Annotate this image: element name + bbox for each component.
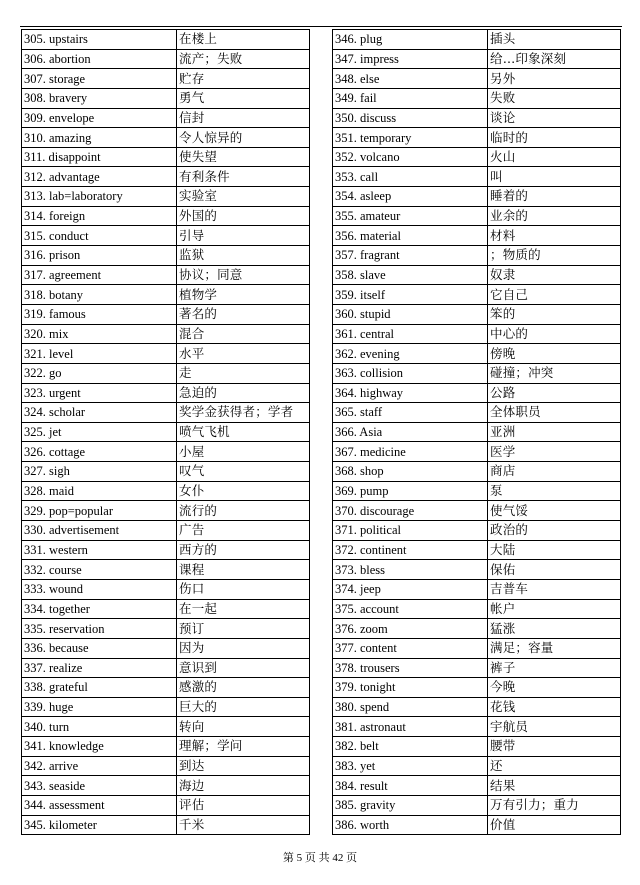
word-cell: 321. level [22,344,177,364]
word-cell: 368. shop [333,462,488,482]
table-row [22,187,310,207]
word-cell: 345. kilometer [22,815,177,835]
table-row [333,187,621,207]
table-row [333,344,621,364]
table-row [22,619,310,639]
meaning-cell: 帐户 [488,599,621,619]
meaning-cell: 今晚 [488,678,621,698]
meaning-cell: 意识到 [177,658,310,678]
word-cell: 317. agreement [22,265,177,285]
meaning-cell: 公路 [488,383,621,403]
word-cell: 305. upstairs [22,30,177,50]
table-row [22,599,310,619]
word-cell: 355. amateur [333,206,488,226]
word-cell: 334. together [22,599,177,619]
table-row [333,697,621,717]
table-row [333,462,621,482]
meaning-cell: 著名的 [177,304,310,324]
word-cell: 347. impress [333,49,488,69]
table-row [333,560,621,580]
table-row [22,324,310,344]
meaning-cell: 失败 [488,88,621,108]
vocab-table-left [21,29,310,835]
word-cell: 339. huge [22,697,177,717]
word-cell: 352. volcano [333,147,488,167]
word-cell: 322. go [22,363,177,383]
word-cell: 381. astronaut [333,717,488,737]
word-cell: 328. maid [22,481,177,501]
table-row [333,521,621,541]
word-cell: 326. cottage [22,442,177,462]
table-row [333,638,621,658]
word-cell: 327. sigh [22,462,177,482]
meaning-cell: 医学 [488,442,621,462]
table-row [22,147,310,167]
meaning-cell: 业余的 [488,206,621,226]
meaning-cell: 小屋 [177,442,310,462]
meaning-cell: 谈论 [488,108,621,128]
meaning-cell: 插头 [488,30,621,50]
meaning-cell: 中心的 [488,324,621,344]
meaning-cell: 猛涨 [488,619,621,639]
word-cell: 312. advantage [22,167,177,187]
word-cell: 309. envelope [22,108,177,128]
table-row [333,167,621,187]
table-row [333,422,621,442]
word-cell: 353. call [333,167,488,187]
word-cell: 342. arrive [22,756,177,776]
meaning-cell: 伤口 [177,579,310,599]
table-row [22,795,310,815]
word-cell: 320. mix [22,324,177,344]
meaning-cell: 实验室 [177,187,310,207]
word-cell: 369. pump [333,481,488,501]
meaning-cell: 外国的 [177,206,310,226]
meaning-cell: 海边 [177,776,310,796]
word-cell: 307. storage [22,69,177,89]
top-rule [20,26,622,27]
table-row [22,88,310,108]
word-cell: 378. trousers [333,658,488,678]
meaning-cell: 有利条件 [177,167,310,187]
table-row [22,30,310,50]
meaning-cell: 亚洲 [488,422,621,442]
word-cell: 375. account [333,599,488,619]
meaning-cell: 混合 [177,324,310,344]
meaning-cell: 大陆 [488,540,621,560]
meaning-cell: 流行的 [177,501,310,521]
word-cell: 337. realize [22,658,177,678]
word-cell: 318. botany [22,285,177,305]
word-cell: 319. famous [22,304,177,324]
word-cell: 338. grateful [22,678,177,698]
meaning-cell: 水平 [177,344,310,364]
meaning-cell: 给…印象深刻 [488,49,621,69]
word-cell: 324. scholar [22,403,177,423]
table-row [22,383,310,403]
vocab-table-right-body [333,30,621,835]
meaning-cell: ；物质的 [488,246,621,266]
table-row [333,246,621,266]
meaning-cell: 贮存 [177,69,310,89]
word-cell: 310. amazing [22,128,177,148]
table-row [333,795,621,815]
meaning-cell: 植物学 [177,285,310,305]
word-cell: 357. fragrant [333,246,488,266]
table-row [22,717,310,737]
meaning-cell: 理解；学问 [177,737,310,757]
meaning-cell: 叹气 [177,462,310,482]
page-footer: 第 5 页 共 42 页 [282,852,358,864]
table-row [22,678,310,698]
meaning-cell: 引导 [177,226,310,246]
table-row [22,560,310,580]
vocab-table-right [332,29,621,835]
meaning-cell: 喷气飞机 [177,422,310,442]
word-cell: 366. Asia [333,422,488,442]
word-cell: 365. staff [333,403,488,423]
table-row [22,246,310,266]
word-cell: 311. disappoint [22,147,177,167]
word-cell: 361. central [333,324,488,344]
table-row [333,128,621,148]
meaning-cell: 使失望 [177,147,310,167]
table-row [333,658,621,678]
word-cell: 359. itself [333,285,488,305]
table-row [333,481,621,501]
word-cell: 349. fail [333,88,488,108]
word-cell: 382. belt [333,737,488,757]
meaning-cell: 还 [488,756,621,776]
meaning-cell: 另外 [488,69,621,89]
word-cell: 380. spend [333,697,488,717]
meaning-cell: 流产；失败 [177,49,310,69]
table-row [333,717,621,737]
table-row [333,442,621,462]
table-row [22,756,310,776]
meaning-cell: 材料 [488,226,621,246]
table-row [333,49,621,69]
word-cell: 329. pop=popular [22,501,177,521]
word-cell: 350. discuss [333,108,488,128]
table-row [22,501,310,521]
meaning-cell: 在楼上 [177,30,310,50]
word-cell: 306. abortion [22,49,177,69]
table-row [333,599,621,619]
table-row [333,756,621,776]
meaning-cell: 满足；容量 [488,638,621,658]
meaning-cell: 勇气 [177,88,310,108]
meaning-cell: 奖学金获得者；学者 [177,403,310,423]
meaning-cell: 全体职员 [488,403,621,423]
word-cell: 374. jeep [333,579,488,599]
table-row [22,737,310,757]
meaning-cell: 课程 [177,560,310,580]
meaning-cell: 腰带 [488,737,621,757]
table-row [333,501,621,521]
meaning-cell: 巨大的 [177,697,310,717]
word-cell: 335. reservation [22,619,177,639]
meaning-cell: 泵 [488,481,621,501]
table-row [22,462,310,482]
table-row [22,540,310,560]
table-row [22,226,310,246]
table-row [22,638,310,658]
table-row [333,226,621,246]
word-cell: 316. prison [22,246,177,266]
meaning-cell: 感激的 [177,678,310,698]
word-cell: 330. advertisement [22,521,177,541]
meaning-cell: 预订 [177,619,310,639]
table-row [333,383,621,403]
meaning-cell: 急迫的 [177,383,310,403]
word-cell: 383. yet [333,756,488,776]
word-cell: 373. bless [333,560,488,580]
meaning-cell: 它自己 [488,285,621,305]
table-row [22,128,310,148]
table-row [333,363,621,383]
table-row [22,481,310,501]
meaning-cell: 临时的 [488,128,621,148]
meaning-cell: 万有引力；重力 [488,795,621,815]
table-row [333,619,621,639]
word-cell: 385. gravity [333,795,488,815]
table-row [333,108,621,128]
meaning-cell: 花钱 [488,697,621,717]
table-row [22,815,310,835]
word-cell: 377. content [333,638,488,658]
word-cell: 384. result [333,776,488,796]
meaning-cell: 裤子 [488,658,621,678]
table-row [333,815,621,835]
word-cell: 370. discourage [333,501,488,521]
table-row [22,403,310,423]
table-row [22,776,310,796]
meaning-cell: 在一起 [177,599,310,619]
table-row [333,147,621,167]
table-row [22,658,310,678]
meaning-cell: 宇航员 [488,717,621,737]
table-row [333,324,621,344]
word-cell: 343. seaside [22,776,177,796]
word-cell: 354. asleep [333,187,488,207]
meaning-cell: 睡着的 [488,187,621,207]
table-row [333,304,621,324]
table-row [333,265,621,285]
meaning-cell: 转向 [177,717,310,737]
word-cell: 364. highway [333,383,488,403]
word-cell: 344. assessment [22,795,177,815]
word-cell: 386. worth [333,815,488,835]
word-cell: 360. stupid [333,304,488,324]
word-cell: 341. knowledge [22,737,177,757]
table-row [22,206,310,226]
meaning-cell: 叫 [488,167,621,187]
meaning-cell: 价值 [488,815,621,835]
word-cell: 356. material [333,226,488,246]
meaning-cell: 协议；同意 [177,265,310,285]
word-cell: 367. medicine [333,442,488,462]
word-cell: 314. foreign [22,206,177,226]
word-cell: 346. plug [333,30,488,50]
word-cell: 331. western [22,540,177,560]
meaning-cell: 令人惊异的 [177,128,310,148]
meaning-cell: 火山 [488,147,621,167]
meaning-cell: 使气馁 [488,501,621,521]
vocab-table-left-body [22,30,310,835]
word-cell: 325. jet [22,422,177,442]
word-cell: 372. continent [333,540,488,560]
table-row [22,579,310,599]
table-row [333,403,621,423]
meaning-cell: 因为 [177,638,310,658]
word-cell: 340. turn [22,717,177,737]
meaning-cell: 女仆 [177,481,310,501]
table-row [333,88,621,108]
meaning-cell: 商店 [488,462,621,482]
table-row [333,737,621,757]
table-row [333,776,621,796]
table-row [22,363,310,383]
table-row [22,442,310,462]
word-cell: 336. because [22,638,177,658]
word-cell: 379. tonight [333,678,488,698]
table-row [333,69,621,89]
word-cell: 323. urgent [22,383,177,403]
meaning-cell: 走 [177,363,310,383]
meaning-cell: 政治的 [488,521,621,541]
meaning-cell: 到达 [177,756,310,776]
table-row [22,521,310,541]
table-row [333,678,621,698]
table-row [22,304,310,324]
meaning-cell: 碰撞；冲突 [488,363,621,383]
meaning-cell: 笨的 [488,304,621,324]
table-row [22,69,310,89]
word-cell: 308. bravery [22,88,177,108]
table-row [333,540,621,560]
table-row [22,285,310,305]
table-row [22,697,310,717]
table-row [22,108,310,128]
meaning-cell: 吉普车 [488,579,621,599]
word-cell: 351. temporary [333,128,488,148]
table-row [22,265,310,285]
word-cell: 371. political [333,521,488,541]
word-cell: 376. zoom [333,619,488,639]
table-row [333,285,621,305]
meaning-cell: 结果 [488,776,621,796]
table-row [22,49,310,69]
meaning-cell: 傍晚 [488,344,621,364]
word-cell: 362. evening [333,344,488,364]
word-cell: 332. course [22,560,177,580]
word-cell: 358. slave [333,265,488,285]
meaning-cell: 广告 [177,521,310,541]
meaning-cell: 西方的 [177,540,310,560]
meaning-cell: 保佑 [488,560,621,580]
meaning-cell: 奴隶 [488,265,621,285]
table-row [22,167,310,187]
table-row [22,344,310,364]
word-cell: 363. collision [333,363,488,383]
meaning-cell: 监狱 [177,246,310,266]
meaning-cell: 千米 [177,815,310,835]
meaning-cell: 评估 [177,795,310,815]
word-cell: 315. conduct [22,226,177,246]
word-cell: 348. else [333,69,488,89]
meaning-cell: 信封 [177,108,310,128]
table-row [333,579,621,599]
table-row [333,30,621,50]
table-row [22,422,310,442]
word-cell: 333. wound [22,579,177,599]
table-row [333,206,621,226]
word-cell: 313. lab=laboratory [22,187,177,207]
